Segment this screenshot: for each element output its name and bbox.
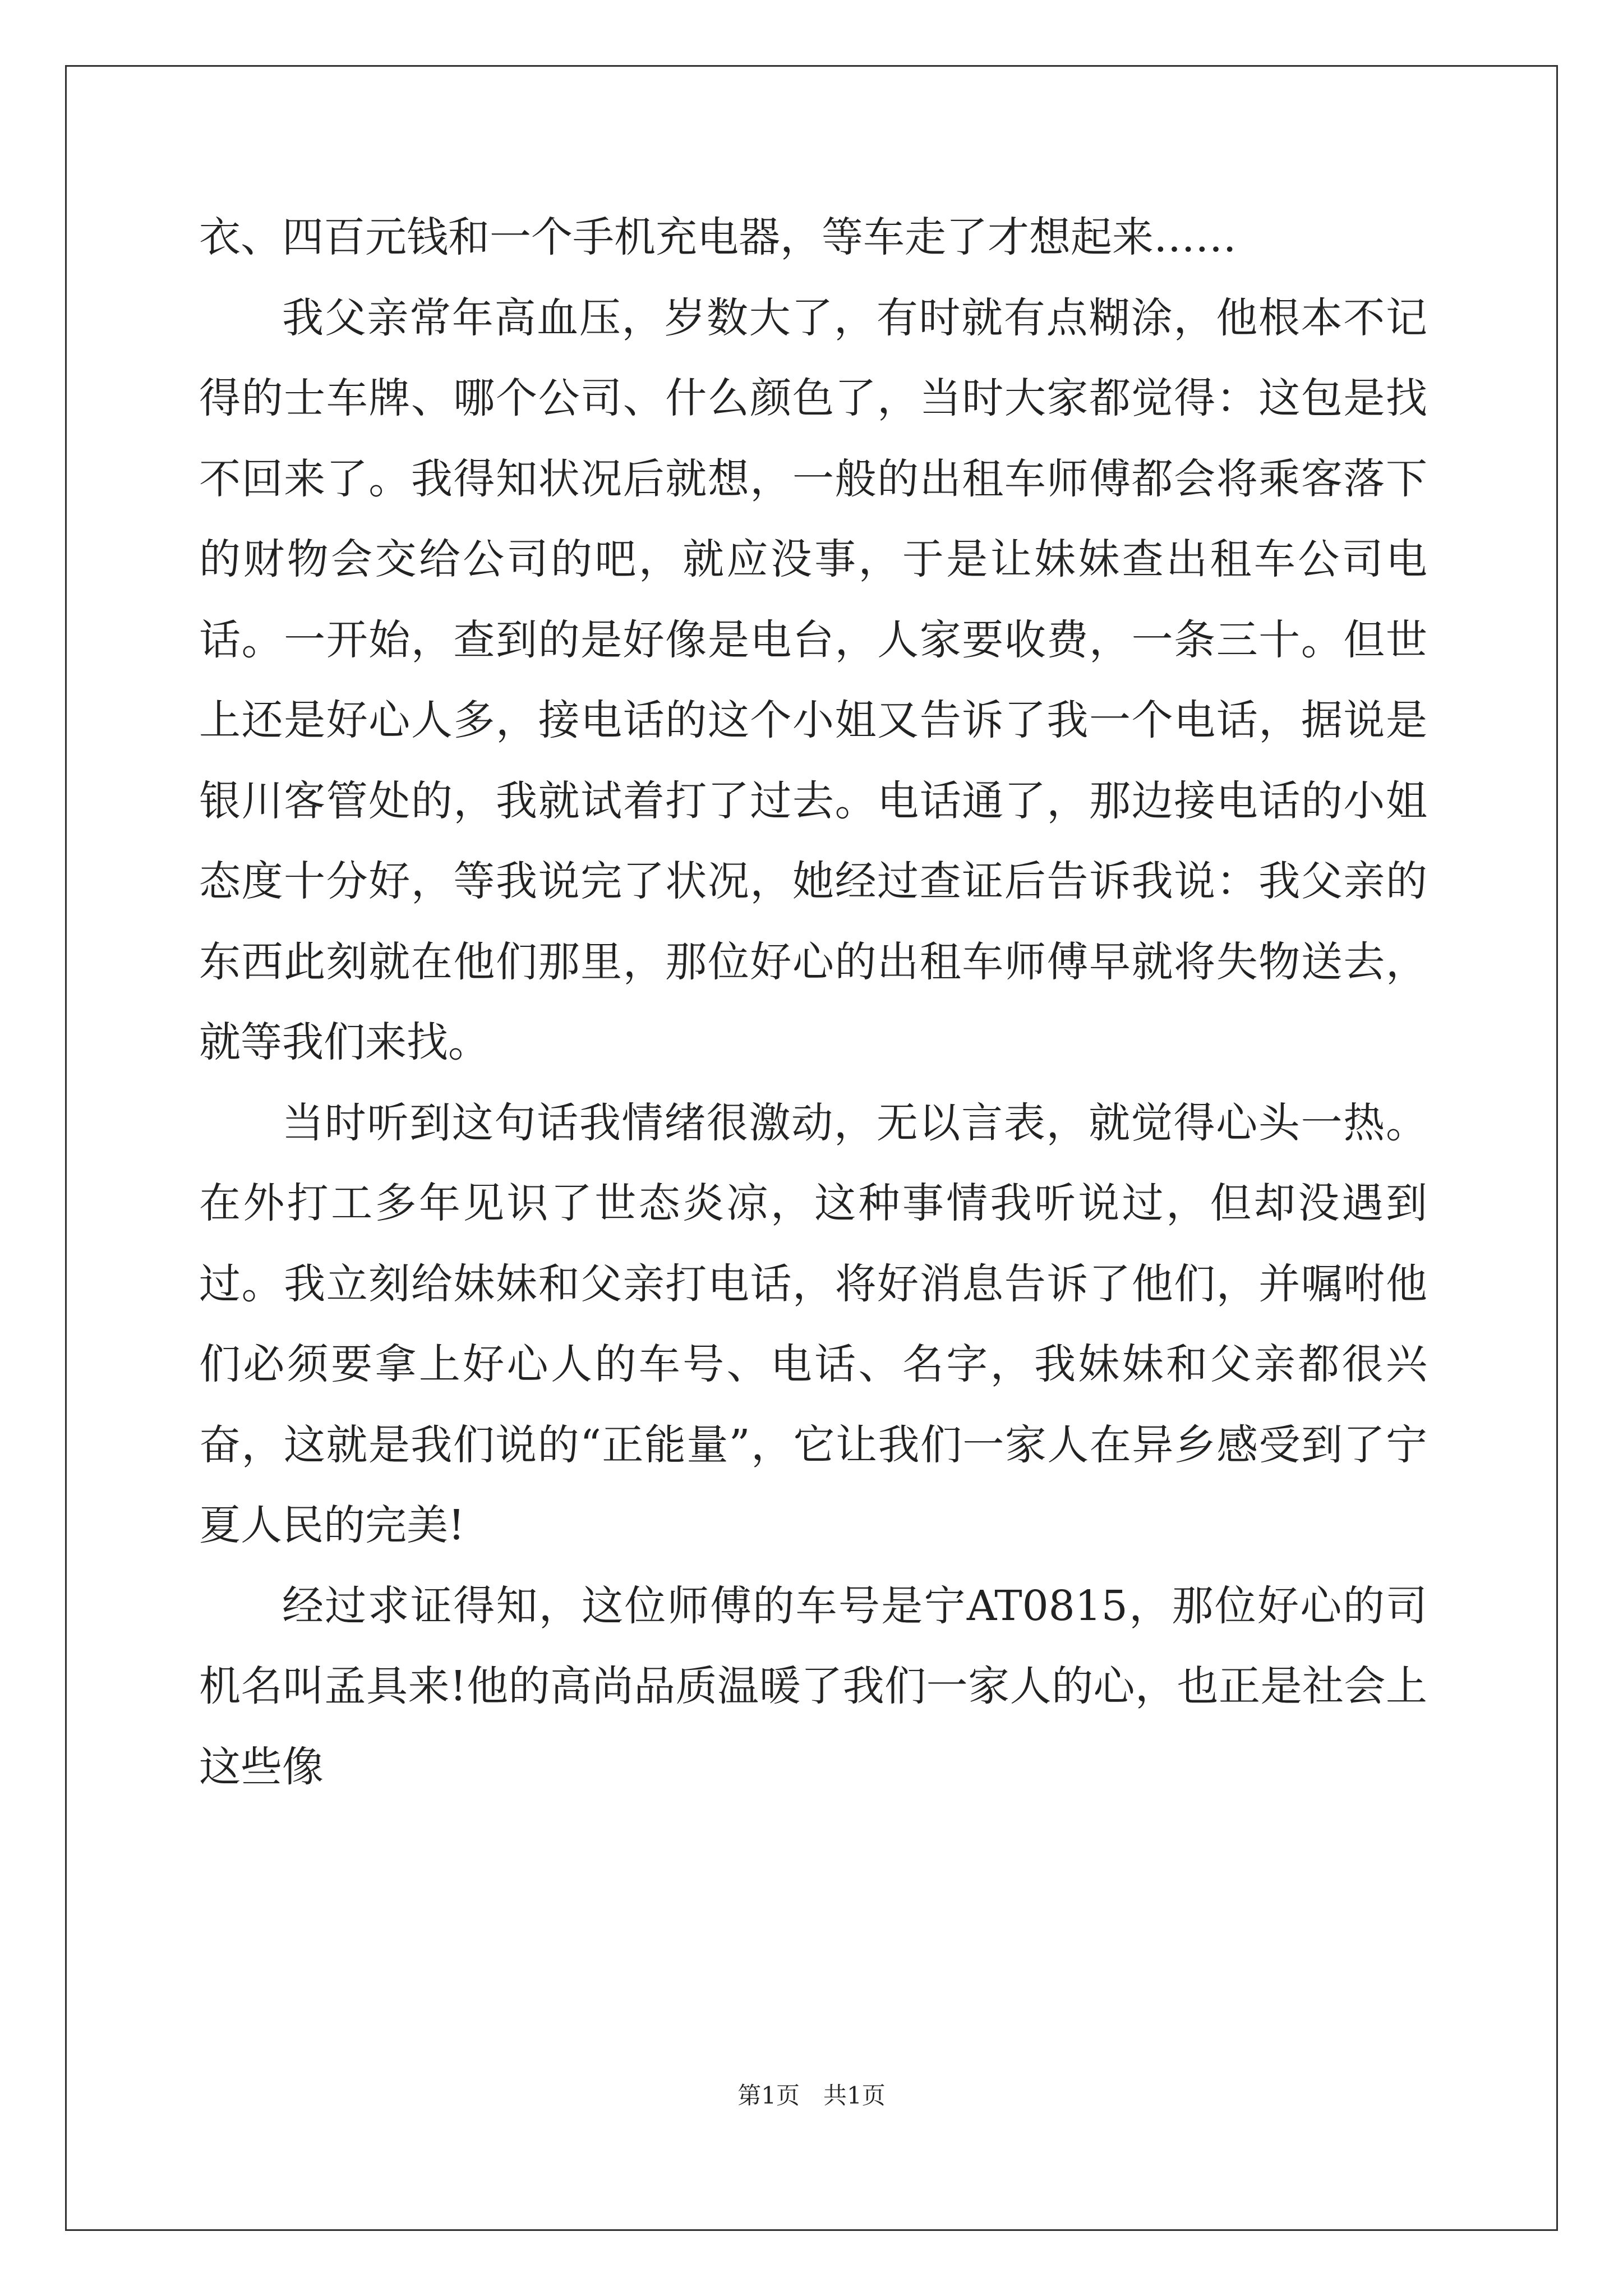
paragraph-4: 经过求证得知，这位师傅的车号是宁AT0815，那位好心的司机名叫孟具来!他的高尚品质温暖了我们一家人的心，也正是社会上这些像 [199,1581,1427,1791]
page-footer [0,2080,1623,2111]
paragraph-3: 当时听到这句话我情绪很激动，无以言表，就觉得心头一热。在外打工多年见识了世态炎凉，这种事情我听说过，但却没遇到过。我立刻给妹妹和父亲打电话，将好消息告诉了他们，并嘱咐他们必须要拿上好心人的车号、电话、名字，我妹妹和父亲都很兴奋，这就是我们说的“正能量”，它让我们一家人在异乡感受到了宁夏人民的完美! [199,1098,1427,1549]
paragraph-1: 衣、四百元钱和一个手机充电器，等车走了才想起来…… [199,213,1237,261]
paragraph-2: 我父亲常年高血压，岁数大了，有时就有点糊涂，他根本不记得的士车牌、哪个公司、什么颜色了，当时大家都觉得：这包是找不回来了。我得知状况后就想，一般的出租车师傅都会将乘客落下的财物会交给公司的吧，就应没事，于是让妹妹查出租车公司电话。一开始，查到的是好像是电台，人家要收费，一条三十。但世上还是好心人多，接电话的这个小姐又告诉了我一个电话，据说是银川客管处的，我就试着打了过去。电话通了，那边接电话的小姐态度十分好，等我说完了状况，她经过查证后告诉我说：我父亲的东西此刻就在他们那里，那位好心的出租车师傅早就将失物送去，就等我们来找。 [199,293,1427,1066]
page-number: 第1页 [737,2082,800,2109]
document-body [199,197,1427,1807]
page-total: 共1页 [823,2082,886,2109]
